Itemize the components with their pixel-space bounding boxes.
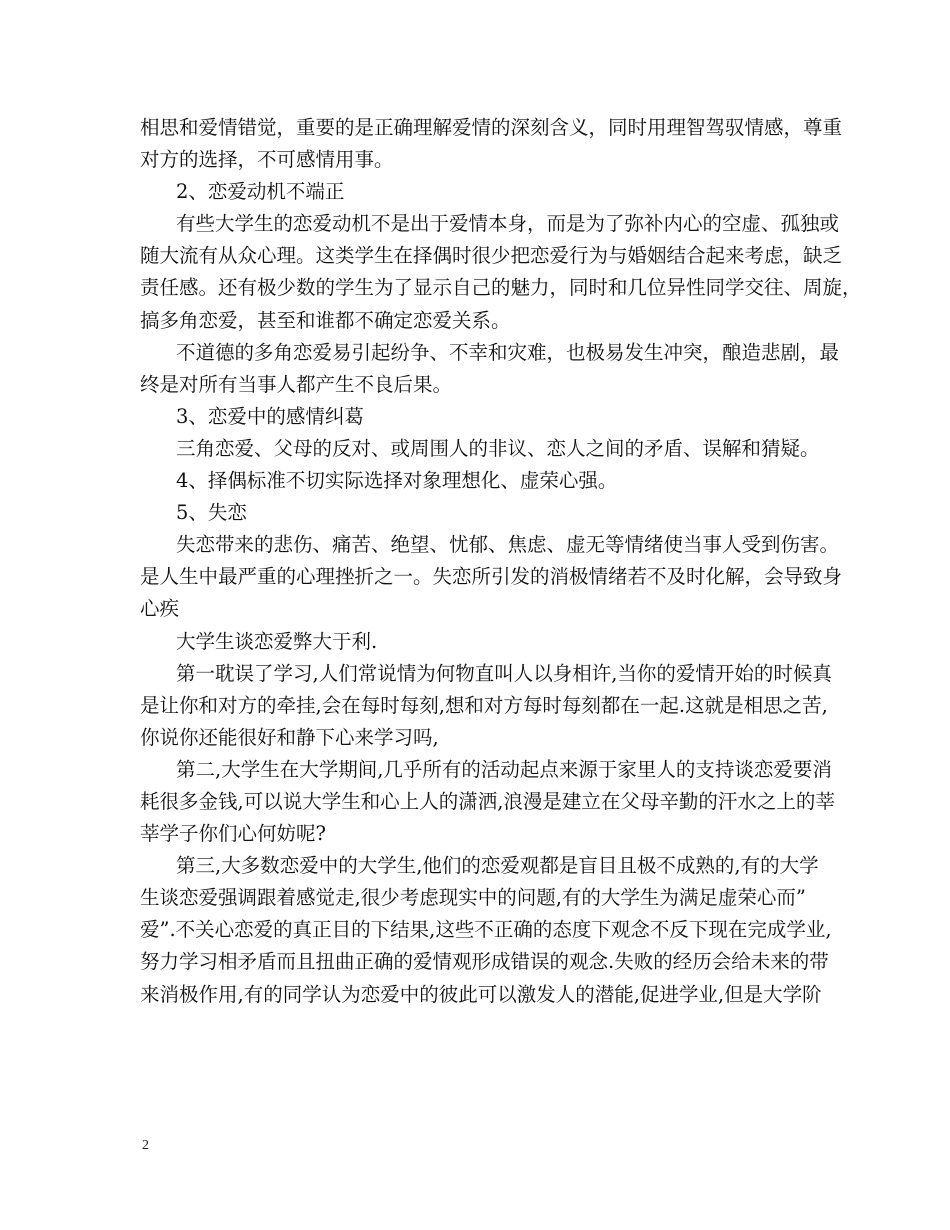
- paragraph-p8: [140, 754, 835, 850]
- text-line: 三角恋爱、父母的反对、或周围人的非议、恋人之间的矛盾、误解和猜疑。: [176, 436, 820, 460]
- text-line: 对方的选择，不可感情用事。: [140, 148, 394, 172]
- text-line: 不道德的多角恋爱易引起纷争、不幸和灾难，也极易发生冲突，酿造悲剧，最: [176, 340, 840, 364]
- text-line: 责任感。还有极少数的学生为了显示自己的魅力，同时和几位异性同学交往、周旋，: [140, 276, 862, 300]
- text-line: 是人生中最严重的心理挫折之一。失恋所引发的消极情绪若不及时化解，会导致身: [140, 565, 843, 589]
- text-line: 大学生谈恋爱弊大于利.: [176, 629, 378, 653]
- paragraph-p7: [140, 658, 832, 754]
- text-line: 生谈恋爱强调跟着感觉走,很少考虑现实中的问题,有的大学生为满足虚荣心而”: [140, 886, 806, 910]
- text-line: 搞多角恋爱，甚至和谁都不确定恋爱关系。: [140, 308, 511, 332]
- text-line: 相思和爱情错觉，重要的是正确理解爱情的深刻含义，同时用理智驾驭情感，尊重: [140, 116, 843, 139]
- text-line: 3、恋爱中的感情纠葛: [176, 404, 364, 428]
- text-line: 你说你还能很好和静下心来学习吗,: [140, 725, 439, 749]
- text-line: 是让你和对方的牵挂,会在每时每刻,想和对方每时每刻都在一起.这就是相思之苦,: [140, 693, 828, 717]
- paragraph-p6: [140, 626, 812, 658]
- text-line: 2、恋爱动机不端正: [176, 180, 345, 204]
- text-line: 第一耽误了学习,人们常说情为何物直叫人以身相许,当你的爱情开始的时候真: [176, 661, 832, 685]
- text-line: 耗很多金钱,可以说大学生和心上人的潇洒,浪漫是建立在父母辛勤的汗水之上的莘: [140, 789, 835, 813]
- paragraph-p4: [140, 433, 820, 465]
- paragraph-h2: [140, 176, 812, 208]
- paragraph-h4: [140, 465, 812, 497]
- text-line: 失恋带来的悲伤、痛苦、绝望、忧郁、焦虑、虚无等情绪使当事人受到伤害。: [176, 533, 840, 557]
- paragraph-h5: [140, 497, 812, 529]
- text-line: 终是对所有当事人都产生不良后果。: [140, 372, 453, 396]
- text-line: 5、失恋: [176, 501, 247, 525]
- paragraph-h3: [140, 401, 812, 433]
- text-line: 努力学习相矛盾而且扭曲正确的爱情观形成错误的观念.失败的经历会给未来的带: [140, 950, 829, 974]
- text-line: 爱”.不关心恋爱的真正目的下结果,这些不正确的态度下观念不反下现在完成学业,: [140, 918, 832, 942]
- paragraph-p2: [140, 208, 862, 336]
- document-body: [140, 112, 862, 1011]
- paragraph-p5: [140, 529, 843, 625]
- paragraph-p3: [140, 337, 840, 401]
- text-line: 心疾: [140, 597, 180, 621]
- text-line: 来消极作用,有的同学认为恋爱中的彼此可以激发人的潜能,促进学业,但是大学阶: [140, 982, 822, 1006]
- paragraph-p9: [140, 850, 832, 1010]
- text-line: 莘学子你们心何妨呢?: [140, 822, 326, 846]
- text-line: 随大流有从众心理。这类学生在择偶时很少把恋爱行为与婚姻结合起来考虑，缺乏: [140, 244, 843, 268]
- text-line: 有些大学生的恋爱动机不是出于爱情本身，而是为了弥补内心的空虚、孤独或: [176, 212, 840, 236]
- text-line: 第二,大学生在大学期间,几乎所有的活动起点来源于家里人的支持谈恋爱要消: [176, 757, 832, 781]
- paragraph-p1: [140, 112, 843, 176]
- page-number: 2: [142, 1138, 149, 1153]
- text-line: 4、择偶标准不切实际选择对象理想化、虚荣心强。: [176, 469, 618, 493]
- text-line: 第三,大多数恋爱中的大学生,他们的恋爱观都是盲目且极不成熟的,有的大学: [176, 854, 819, 878]
